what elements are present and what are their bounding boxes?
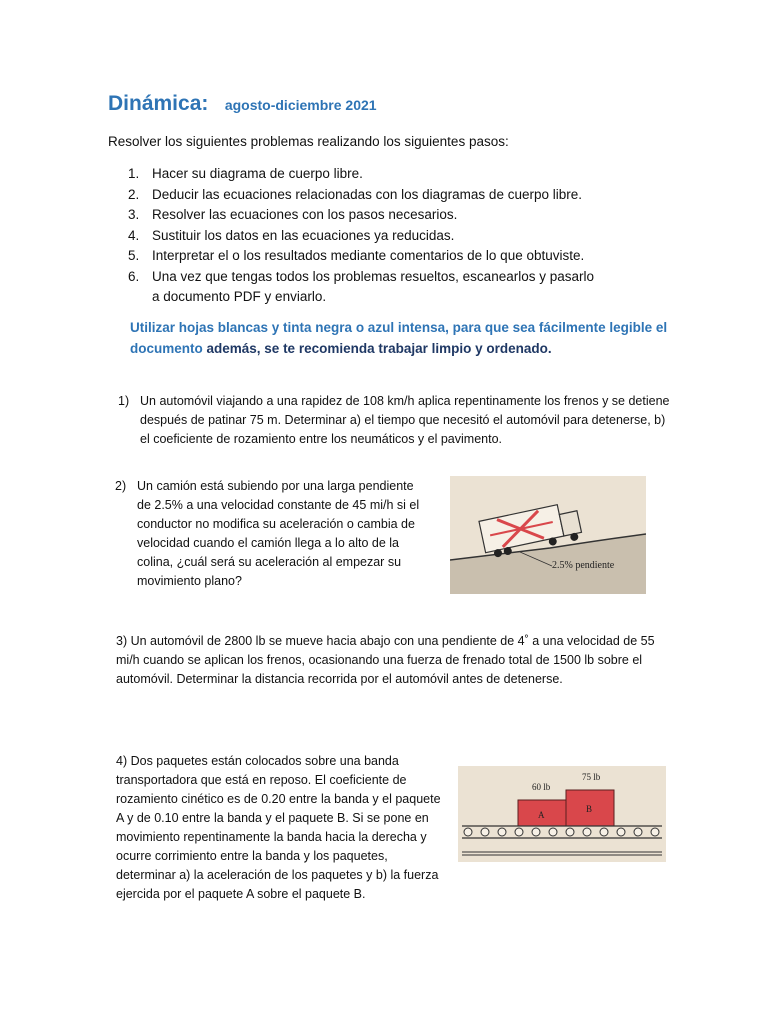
intro-text: Resolver los siguientes problemas realizando los siguientes pasos: xyxy=(108,134,509,149)
problem-3: 3) Un automóvil de 2800 lb se mueve hacia abajo con una pendiente de 4˚ a una velocidad de 55 mi/h cuando se aplican los frenos, ocasionando una fuerza de frenado total de 1500 lb sobre el automóvil. Determinar la distancia recorrida por el automóvil antes de detenerse. xyxy=(116,634,655,686)
list-item xyxy=(128,246,598,267)
roller-group xyxy=(464,828,659,836)
instructions-note xyxy=(130,317,670,359)
problem-text: Un automóvil viajando a una rapidez de 108 km/h aplica repentinamente los frenos y se detiene después de patinar 75 m. Determinar a) el tiempo que necesitó el automóvil para detenerse, b) el coeficiente de rozamiento entre los neumáticos y el pavimento. xyxy=(140,394,670,446)
list-item xyxy=(128,205,598,226)
step-number: 3. xyxy=(128,207,140,222)
list-item xyxy=(128,226,598,247)
header xyxy=(108,92,377,116)
package-b-label: B xyxy=(586,804,593,814)
step-text: Sustituir los datos en las ecuaciones ya reducidas. xyxy=(152,227,455,243)
package-b-weight-label: 75 lb xyxy=(582,772,601,782)
step-number: 1. xyxy=(128,166,140,181)
step-text: Deducir las ecuaciones relacionadas con los diagramas de cuerpo libre. xyxy=(152,186,582,202)
step-number: 5. xyxy=(128,248,140,263)
step-number: 2. xyxy=(128,186,140,202)
problem-4: 4) Dos paquetes están colocados sobre una banda transportadora que está en reposo. El coeficiente de rozamiento cinético es de 0.20 entre la banda y el paquete A y de 0.10 entre la banda y el paquete B. Si se pone en movimiento repentinamente la banda hacia la derecha y ocurre corrimiento entre la banda y los paquetes, determinar a) la aceleración de los paquetes y b) la fuerza ejercida por el paquete A sobre el paquete B. xyxy=(116,754,441,901)
page-title: Dinámica: xyxy=(108,92,209,115)
note-part-2: además, se te recomienda trabajar limpio y ordenado. xyxy=(206,341,552,356)
problem-text: Un camión está subiendo por una larga pendiente de 2.5% a una velocidad constante de 45 mi/h si el conductor no modifica su aceleración o cambia de velocidad cuando el camión llega a lo alto de la colina, ¿cuál será su aceleración al empezar su movimiento plano? xyxy=(137,479,420,588)
problem-number: 2) xyxy=(115,479,127,493)
list-item xyxy=(128,267,598,308)
problem-2 xyxy=(115,477,425,591)
step-number: 6. xyxy=(128,268,140,284)
truck-incline-figure xyxy=(450,476,646,594)
conveyor-illustration xyxy=(458,766,666,862)
step-text: Resolver las ecuaciones con los pasos necesarios. xyxy=(152,207,458,222)
package-a-label: A xyxy=(538,810,545,820)
step-number: 4. xyxy=(128,227,140,243)
step-text: Hacer su diagrama de cuerpo libre. xyxy=(152,166,363,181)
package-a-weight-label: 60 lb xyxy=(532,782,551,792)
conveyor-figure xyxy=(458,766,666,862)
list-item xyxy=(128,185,598,206)
problem-number: 1) xyxy=(118,394,130,408)
list-item xyxy=(128,164,598,185)
truck-incline-illustration xyxy=(450,476,646,594)
problem-1 xyxy=(118,392,678,449)
note-part-1: Utilizar hojas blancas y tinta negra o azul intensa, para que sea fácilmente legible el documento xyxy=(130,320,668,356)
step-text: Interpretar el o los resultados mediante comentarios de lo que obtuviste. xyxy=(152,248,585,263)
steps-list xyxy=(128,164,598,308)
step-text: Una vez que tengas todos los problemas resueltos, escanearlos y pasarlo a documento PDF y enviarlo. xyxy=(152,268,594,304)
page-subtitle: agosto-diciembre 2021 xyxy=(224,97,377,113)
slope-label: 2.5% pendiente xyxy=(552,560,615,571)
